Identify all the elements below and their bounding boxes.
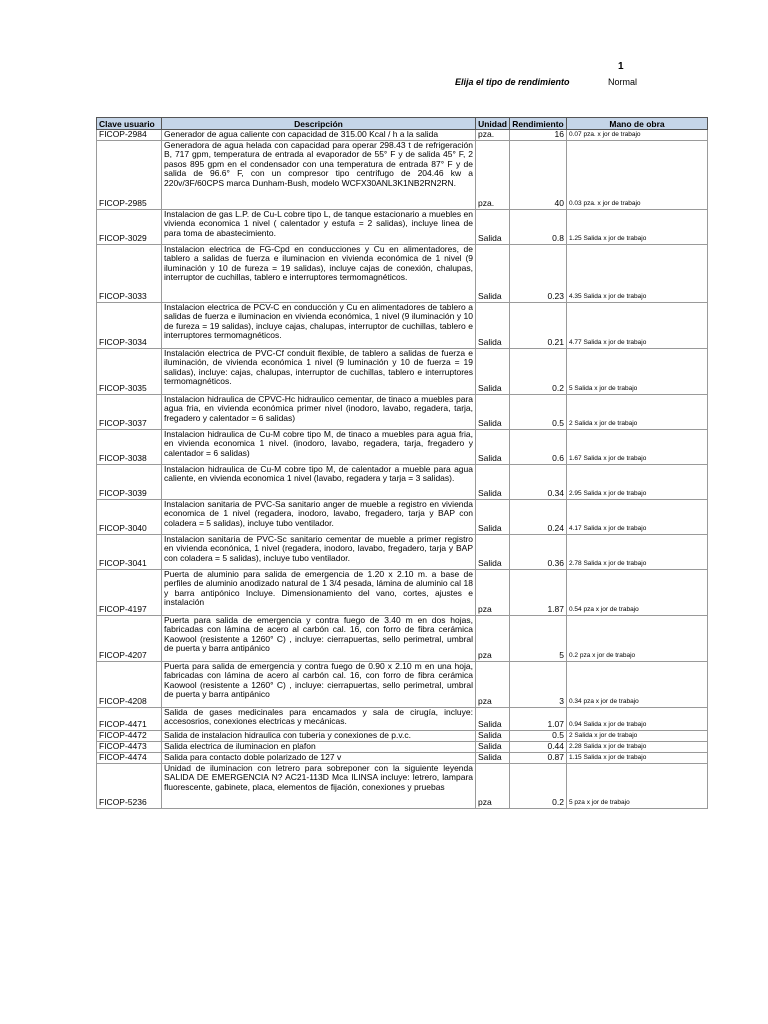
row-key: FICOP-4473 [97,741,162,752]
row-labor: 0.07 pza. x jor de trabajo [567,130,708,141]
row-description: Salida para contacto doble polarizado de 127 v [162,752,476,763]
row-labor: 2.28 Salida x jor de trabajo [567,741,708,752]
row-unit: pza [476,661,510,707]
row-description: Generadora de agua helada con capacidad para operar 298.43 t de refrigeración B, 717 gpm, temperatura de entrada al evaporador de 55° F y de salida 45° F, 2 pasos 895 gpm en el condensador con una temperatura de entrada 87° F y de salida de 96.6° F, con un compresor tipo centrifugo de 204.46 kw a 220v/3F/60CPS marca Dunham-Bush, modelo WCFX30ANL3K1NB2RN2RN. [162,140,476,209]
row-labor: 4.35 Salida x jor de trabajo [567,244,708,302]
row-yield: 16 [510,130,567,141]
column-header-clave: Clave usuario [97,118,162,130]
row-description: Instalacion hidraulica de Cu-M cobre tipo M, de calentador a mueble para agua caliente, en vivienda economica 1 nivel (lavabo, regadera y tarja = 3 salidas). [162,464,476,499]
column-header-unidad: Unidad [476,118,510,130]
row-key: FICOP-4474 [97,752,162,763]
row-yield: 0.6 [510,429,567,464]
row-labor: 2 Salida x jor de trabajo [567,394,708,429]
row-description: Instalacion electrica de PCV-C en conducción y Cu en alimentadores de tablero a salidas de fuerza e iluminacion en vivienda económica, 1 nivel (9 iluminación y 10 de fureza = 19 salidas), incluye cajas, chalupas, interruptor de cuchillas, tablero e interruptores termomagnéticos. [162,302,476,348]
row-unit: Salida [476,707,510,730]
row-labor: 2.95 Salida x jor de trabajo [567,464,708,499]
row-description: Salida electrica de iluminacion en plafon [162,741,476,752]
table-row [97,661,708,707]
table-row [97,534,708,569]
row-unit: Salida [476,464,510,499]
yield-type-label: Elija el tipo de rendimiento [455,77,570,87]
row-unit: Salida [476,302,510,348]
row-unit: pza [476,763,510,808]
row-key: FICOP-3037 [97,394,162,429]
table-row [97,707,708,730]
row-labor: 5 pza x jor de trabajo [567,763,708,808]
row-description: Instalacion hidraulica de Cu-M cobre tipo M, de tinaco a muebles para agua fria, en vivienda economica 1 nivel. (inodoro, lavabo, regadera, tarja, fregadero y calentador = 6 salidas) [162,429,476,464]
row-labor: 0.94 Salida x jor de trabajo [567,707,708,730]
row-yield: 0.2 [510,763,567,808]
row-key: FICOP-3034 [97,302,162,348]
row-yield: 40 [510,140,567,209]
row-unit: Salida [476,244,510,302]
row-unit: Salida [476,348,510,394]
row-yield: 0.24 [510,499,567,534]
row-labor: 0.03 pza. x jor de trabajo [567,140,708,209]
column-header-rendimiento: Rendimiento [510,118,567,130]
row-yield: 0.5 [510,394,567,429]
row-description: Instalacion electrica de FG-Cpd en conducciones y Cu en alimentadores, de tablero a salidas de fuerza e iluminacion en vivienda económica de 1 nivel (9 iluminación y 10 de fureza = 19 salidas), incluye cajas de conexión, chalupas, interruptor de cuchillas, tablero e interruptores termomagnéticos. [162,244,476,302]
row-unit: Salida [476,752,510,763]
row-labor: 0.54 pza x jor de trabajo [567,569,708,615]
table-row [97,464,708,499]
row-labor: 0.34 pza x jor de trabajo [567,661,708,707]
row-yield: 0.36 [510,534,567,569]
table-row [97,302,708,348]
row-labor: 4.17 Salida x jor de trabajo [567,499,708,534]
row-description: Unidad de iluminacion con letrero para sobreponer con la siguiente leyenda SALIDA DE EMERGENCIA N? AC21-113D Mca ILINSA incluye: letrero, lampara fluorescente, gabinete, placa, elementos de fijación, conexiones y pruebas [162,763,476,808]
row-unit: pza [476,569,510,615]
row-yield: 0.2 [510,348,567,394]
row-description: Instalacion de gas L.P. de Cu-L cobre tipo L, de tanque estacionario a muebles en vivienda economica 1 nivel ( calentador y estufa = 2 salidas), incluye linea de para toma de abastecimiento. [162,209,476,244]
row-key: FICOP-4207 [97,615,162,661]
row-yield: 1.87 [510,569,567,615]
row-yield: 5 [510,615,567,661]
table-row [97,394,708,429]
row-description: Instalacion sanitaria de PVC-Sa sanitario anger de mueble a registro en vivienda economica de 1 nivel (regadera, inodoro, lavabo, fregadero, tarja y BAP con coladera = 5 salidas), incluye tubo ventilador. [162,499,476,534]
row-yield: 0.44 [510,741,567,752]
row-labor: 5 Salida x jor de trabajo [567,348,708,394]
row-key: FICOP-2985 [97,140,162,209]
row-key: FICOP-3041 [97,534,162,569]
table-row [97,429,708,464]
row-key: FICOP-3035 [97,348,162,394]
row-key: FICOP-4208 [97,661,162,707]
row-key: FICOP-4472 [97,730,162,741]
row-labor: 1.25 Salida x jor de trabajo [567,209,708,244]
row-description: Instalacion hidraulica de CPVC-Hc hidraulico cementar, de tinaco a muebles para agua fria, en vivienda económica primer nivel (inodoro, lavabo, regadera, tarja, fregadero y calentador = 6 salidas) [162,394,476,429]
table-row [97,741,708,752]
row-description: Instalacion sanitaria de PVC-Sc sanitario cementar de mueble a primer registro en vivienda econónica, 1 nivel (regadera, inodoro, lavabo, fregadero, tarja y BAP con coladera = 5 salidas), incluye tubo ventilador. [162,534,476,569]
row-unit: pza [476,615,510,661]
row-unit: pza. [476,140,510,209]
row-key: FICOP-3038 [97,429,162,464]
row-yield: 1.07 [510,707,567,730]
row-unit: Salida [476,741,510,752]
table-row [97,752,708,763]
row-labor: 1.67 Salida x jor de trabajo [567,429,708,464]
table-row [97,615,708,661]
row-description: Puerta para salida de emergencia y contra fuego de 0.90 x 2.10 m en una hoja, fabricadas con lámina de acero al carbón cal. 16, con forro de fibra cerámica Kaowool (resistente a 1260° C) , incluye: cierrapuertas, sello perimetral, umbral de puerta y barra antipánico [162,661,476,707]
table-row [97,730,708,741]
row-labor: 2 Salida x jor de trabajo [567,730,708,741]
row-unit: Salida [476,534,510,569]
table-row [97,209,708,244]
table-row [97,130,708,141]
row-description: Salida de gases medicinales para encamados y sala de cirugía, incluye: accesosrios, conexiones electricas y mecánicas. [162,707,476,730]
row-unit: Salida [476,429,510,464]
row-yield: 0.21 [510,302,567,348]
table-row [97,348,708,394]
row-description: Puerta de aluminio para salida de emergencia de 1.20 x 2.10 m. a base de perfiles de aluminio anodizado natural de 1 3/4 pesada, lámina de aluminio cal 18 y barra antipónico Incluye. Dimensionamiento del vano, cortes, ajustes e instalación [162,569,476,615]
table-row [97,763,708,808]
row-unit: Salida [476,499,510,534]
yield-table [96,117,708,809]
row-key: FICOP-5236 [97,763,162,808]
row-yield: 0.8 [510,209,567,244]
row-yield: 0.23 [510,244,567,302]
row-labor: 2.78 Salida x jor de trabajo [567,534,708,569]
yield-type-value: Normal [608,77,638,87]
row-yield: 0.5 [510,730,567,741]
row-yield: 3 [510,661,567,707]
row-key: FICOP-2984 [97,130,162,141]
table-row [97,569,708,615]
row-key: FICOP-3033 [97,244,162,302]
row-labor: 1.15 Salida x jor de trabajo [567,752,708,763]
row-unit: pza. [476,130,510,141]
row-description: Generador de agua caliente con capacidad de 315.00 Kcal / h a la salida [162,130,476,141]
row-key: FICOP-4197 [97,569,162,615]
column-header-descripcion: Descripción [162,118,476,130]
row-unit: Salida [476,394,510,429]
row-yield: 0.87 [510,752,567,763]
table-row [97,499,708,534]
row-description: Salida de instalacion hidraulica con tuberia y conexiones de p.v.c. [162,730,476,741]
table-row [97,244,708,302]
row-unit: Salida [476,209,510,244]
table-header-row [97,118,708,130]
row-key: FICOP-3029 [97,209,162,244]
row-key: FICOP-4471 [97,707,162,730]
row-key: FICOP-3039 [97,464,162,499]
column-header-mano-de-obra: Mano de obra [567,118,708,130]
row-labor: 4.77 Salida x jor de trabajo [567,302,708,348]
table-row [97,140,708,209]
page-number: 1 [618,61,624,72]
row-labor: 0.2 pza x jor de trabajo [567,615,708,661]
row-key: FICOP-3040 [97,499,162,534]
row-description: Instalación electrica de PVC-Cf conduit flexible, de tablero a salidas de fuerza e iluminación, de vivienda económica 1 nivel (9 luminación y 10 de fuerza = 19 salidas), incluye: cajas, chalupas, interruptor de cuchillas, tablero e interruptores termomagnéticos. [162,348,476,394]
row-description: Puerta para salida de emergencia y contra fuego de 3.40 m en dos hojas, fabricadas con lámina de acero al carbón cal. 16, con forro de fibra cerámica Kaowool (resistente a 1260° C) , incluye: cierrapuertas, sello perimetral, umbral de puerta y barra antipánico [162,615,476,661]
row-unit: Salida [476,730,510,741]
row-yield: 0.34 [510,464,567,499]
